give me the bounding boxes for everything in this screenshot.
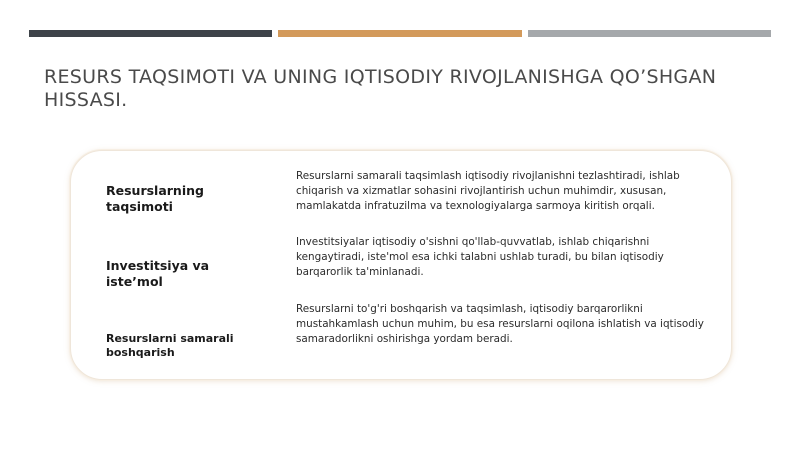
row-title-investment-consumption: Investitsiya va iste’mol (106, 258, 210, 289)
row-title-resource-management: Resurslarni samarali boshqarish (106, 332, 234, 359)
row-description-investment-consumption: Investitsiyalar iqtisodiy o'sishni qo'llab-quvvatlab, ishlab chiqarishni kengaytiradi, iste'mol esa ichki talabni ushlab turadi, bu bilan iqtisodiy barqarorlik ta'minlanadi. (296, 236, 664, 278)
slide-title: RESURS TAQSIMOTI VA UNING IQTISODIY RIVOJLANISHGA QO’SHGAN HISSASI. (44, 66, 717, 111)
row-description-resource-allocation: Resurslarni samarali taqsimlash iqtisodiy rivojlanishni tezlashtiradi, ishlab chiqarish va xizmatlar sohasini rivojlantirish uchun muhimdir, xususan, mamlakatda infratuzilma va texnologiyalarga sarmoya kiritish orqali. (296, 170, 680, 212)
row-title-resource-allocation: Resurslarning taqsimoti (106, 183, 204, 214)
accent-bar-orange (278, 30, 522, 37)
accent-bar-dark (29, 30, 272, 37)
row-description-resource-management: Resurslarni to'g'ri boshqarish va taqsimlash, iqtisodiy barqarorlikni mustahkamlash uchun muhim, bu esa resurslarni oqilona ishlatish va iqtisodiy samaradorlikni oshirishga yordam beradi. (296, 303, 704, 345)
accent-bar-gray (528, 30, 771, 37)
